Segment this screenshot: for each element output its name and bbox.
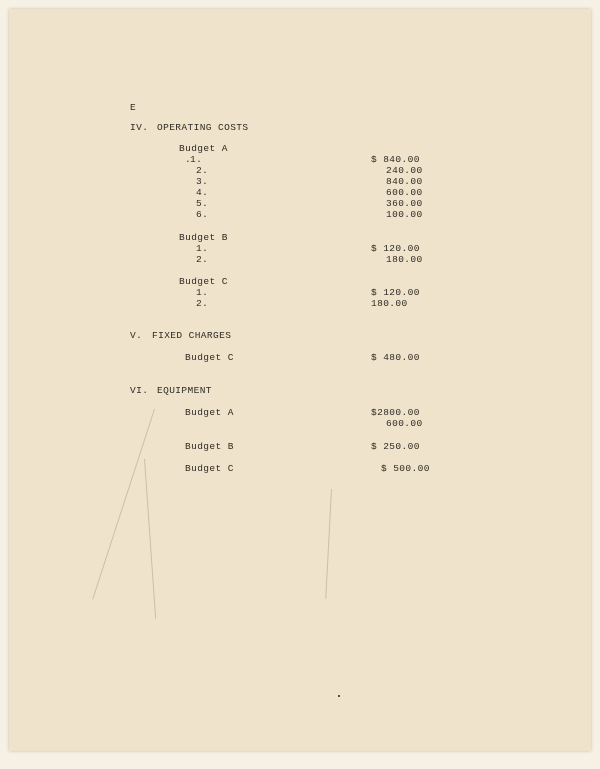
iv-budget-a-amount: 240.00 — [386, 165, 423, 176]
pencil-stroke — [92, 409, 155, 600]
section-iv-numeral: IV. — [130, 122, 149, 133]
iv-budget-c-item: 1. — [196, 287, 209, 298]
vi-budget-b-label: Budget B — [185, 441, 234, 452]
iv-budget-a-item: 5. — [196, 198, 209, 209]
iv-budget-b-item: 1. — [196, 243, 209, 254]
iv-budget-a-item: 1. — [190, 154, 203, 165]
ink-dot — [338, 695, 340, 697]
iv-budget-c-amount: 180.00 — [371, 298, 408, 309]
iv-budget-a-item: 2. — [196, 165, 209, 176]
iv-budget-a-item: 3. — [196, 176, 209, 187]
vi-budget-c-label: Budget C — [185, 463, 234, 474]
page-letter: E — [130, 102, 137, 113]
v-budget-c-label: Budget C — [185, 352, 234, 363]
v-budget-c-amount: $ 480.00 — [371, 352, 420, 363]
iv-budget-a-amount: $ 840.00 — [371, 154, 420, 165]
iv-budget-c-amount: $ 120.00 — [371, 287, 420, 298]
section-v-numeral: V. — [130, 330, 143, 341]
iv-budget-a-amount: 100.00 — [386, 209, 423, 220]
vi-budget-b-amount: $ 250.00 — [371, 441, 420, 452]
section-iv-title: OPERATING COSTS — [157, 122, 249, 133]
iv-budget-a-label: Budget A — [179, 143, 228, 154]
vi-budget-a-amount: $2800.00 — [371, 407, 420, 418]
iv-budget-a-item: 4. — [196, 187, 209, 198]
iv-budget-b-amount: 180.00 — [386, 254, 423, 265]
pencil-stroke — [325, 489, 332, 599]
section-vi-title: EQUIPMENT — [157, 385, 212, 396]
iv-budget-a-amount: 600.00 — [386, 187, 423, 198]
section-vi-numeral: VI. — [130, 385, 149, 396]
iv-budget-a-amount: 360.00 — [386, 198, 423, 209]
iv-budget-b-amount: $ 120.00 — [371, 243, 420, 254]
pencil-stroke — [144, 459, 156, 619]
vi-budget-a-label: Budget A — [185, 407, 234, 418]
document-page — [9, 9, 591, 751]
section-v-title: FIXED CHARGES — [152, 330, 232, 341]
vi-budget-c-amount: $ 500.00 — [381, 463, 430, 474]
iv-budget-c-label: Budget C — [179, 276, 228, 287]
iv-budget-c-item: 2. — [196, 298, 209, 309]
iv-budget-a-item: 6. — [196, 209, 209, 220]
iv-budget-b-item: 2. — [196, 254, 209, 265]
vi-budget-a-amount: 600.00 — [386, 418, 423, 429]
iv-budget-a-amount: 840.00 — [386, 176, 423, 187]
iv-budget-a-item: . — [185, 154, 192, 165]
iv-budget-b-label: Budget B — [179, 232, 228, 243]
